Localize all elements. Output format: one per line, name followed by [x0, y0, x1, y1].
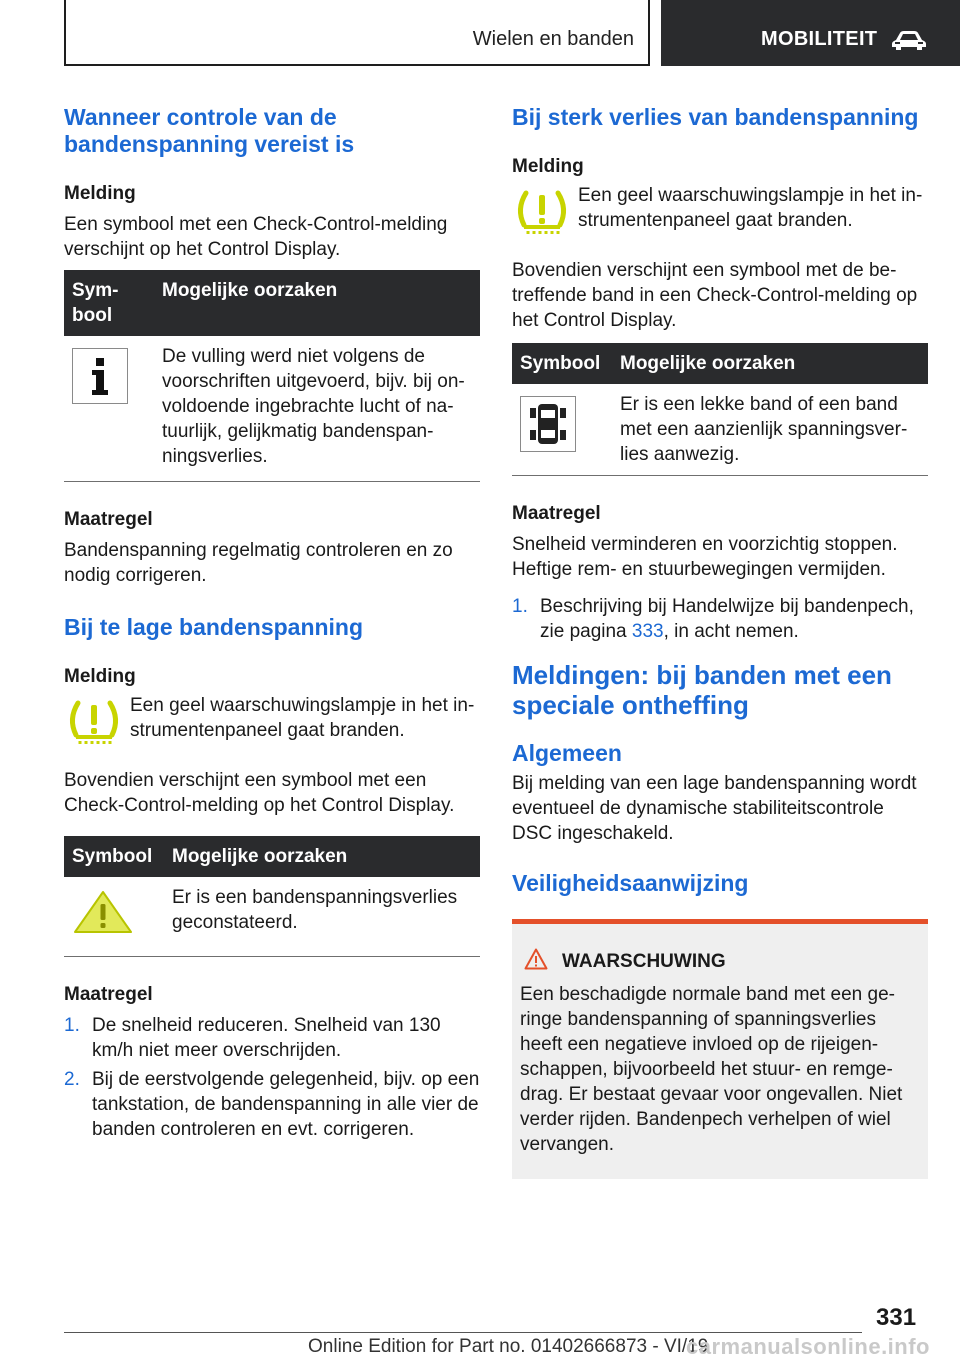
bovendien-text: Bovendien verschijnt een symbool met een Check-Control-melding op het Control Display.: [64, 770, 455, 816]
info-icon: [72, 388, 128, 409]
table-header-causes: Mogelijke oorzaken: [612, 343, 928, 384]
heading-te-lage-bandenspanning: Bij te lage bandenspanning: [64, 614, 364, 640]
warning-text: Een beschadigde normale band met een ge-ringe bandenspanning of spanningsverlies heeft een negatieve invloed op de rijeigen-schappen, bijvoorbeeld het stuur- en remge-drag. Er bestaat gevaar voor ongevallen. Niet verder rijden. Bandenpech verhelpen of wiel vervangen.: [520, 984, 903, 1155]
flat-tire-car-icon: [520, 436, 576, 457]
melding-text: Een geel waarschuwingslampje in het in-strumentenpaneel gaat branden.: [130, 695, 475, 741]
heading-sterk-verlies: Bij sterk verlies van bandenspanning: [512, 104, 919, 130]
heading-algemeen: Algemeen: [512, 740, 622, 766]
table-header-symbol: Sym-bool: [64, 270, 154, 336]
table-header-causes: Mogelijke oorzaken: [154, 270, 480, 336]
warning-triangle-icon: [520, 948, 562, 976]
heading-veiligheidsaanwijzing: Veiligheidsaanwijzing: [512, 870, 749, 896]
heading-speciale-ontheffing: Meldingen: bij banden met een speciale ontheffing: [512, 660, 892, 720]
melding-label: Melding: [64, 183, 136, 204]
step-number: 1.: [512, 596, 528, 617]
tire-pressure-warning-icon: [512, 183, 578, 240]
melding-text: Een symbool met een Check-Control-melding verschijnt op het Control Display.: [64, 214, 448, 260]
footer-divider: [64, 1332, 862, 1333]
step-text: Bij de eerstvolgende gelegenheid, bijv. op een tankstation, de bandenspanning in alle vier de banden controleren en evt. corrigeren.: [92, 1069, 480, 1140]
melding-icon-row: [64, 693, 480, 750]
melding-label: Melding: [512, 156, 584, 177]
step-text: De snelheid reduceren. Snelheid van 130 km/h niet meer overschrijden.: [92, 1015, 441, 1061]
page-link[interactable]: 333: [631, 621, 664, 642]
right-column: [512, 104, 928, 1179]
section-title: Wielen en banden: [472, 28, 634, 50]
table-row: [512, 384, 928, 476]
car-icon: [891, 30, 927, 57]
algemeen-text: Bij melding van een lage bandenspanning wordt eventueel de dynamische stabiliteitscontrole DSC ingeschakeld.: [512, 773, 917, 844]
maatregel-text: Bandenspanning regelmatig controleren en zo nodig corrigeren.: [64, 540, 453, 586]
maatregel-text: Snelheid verminderen en voorzichtig stoppen. Heftige rem- en stuurbewegingen vermijden.: [512, 534, 898, 580]
tire-pressure-warning-icon: [64, 693, 130, 750]
melding-icon-row: [512, 183, 928, 240]
table-row: [64, 336, 480, 482]
table-flat-tire: [512, 343, 928, 476]
list-item: [64, 1067, 480, 1142]
table-header-symbol: Symbool: [64, 836, 164, 877]
watermark: carmanualsonline.info: [686, 1334, 930, 1359]
warning-header: [520, 948, 920, 976]
maatregel-steps: [64, 1013, 480, 1142]
table-cell-cause: Er is een bandenspanningsverlies geconstateerd.: [164, 877, 480, 957]
chapter-title: MOBILITEIT: [761, 28, 878, 50]
table-cell-cause: Er is een lekke band of een band met een aanzienlijk spanningsver-lies aanwezig.: [612, 384, 928, 476]
maatregel-steps: [512, 594, 928, 644]
step-number: 1.: [64, 1015, 80, 1036]
heading-wanneer-controle: Wanneer controle van de bandenspanning vereist is: [64, 104, 355, 157]
maatregel-label: Maatregel: [64, 509, 153, 530]
step-text: [540, 594, 928, 644]
maatregel-label: Maatregel: [64, 984, 153, 1005]
page-number: 331: [876, 1304, 917, 1331]
section-tab: [64, 0, 650, 66]
step-number: 2.: [64, 1069, 80, 1090]
list-item: [64, 1013, 480, 1063]
maatregel-label: Maatregel: [512, 503, 601, 524]
footer-edition: Online Edition for Part no. 01402666873 - VI/19: [308, 1336, 709, 1357]
left-column: [64, 104, 480, 1146]
warning-box: [512, 919, 928, 1179]
table-header-symbol: Symbool: [512, 343, 612, 384]
table-pressure-loss: [64, 836, 480, 957]
table-check-control-info: [64, 270, 480, 482]
table-row: [64, 877, 480, 957]
melding-label: Melding: [64, 666, 136, 687]
melding-text: Een geel waarschuwingslampje in het in-strumentenpaneel gaat branden.: [578, 185, 923, 231]
warning-title: WAARSCHUWING: [562, 951, 726, 972]
table-header-causes: Mogelijke oorzaken: [164, 836, 480, 877]
bovendien-text: Bovendien verschijnt een symbool met de be-treffende band in een Check-Control-melding op het Control Display.: [512, 260, 918, 331]
page-header: [0, 0, 960, 66]
list-item: [512, 594, 928, 644]
step-text-after: , in acht nemen.: [663, 621, 799, 642]
chapter-tab: [661, 0, 960, 66]
step-text-before: Beschrijving bij Handelwijze bij bandenpech, zie pagina: [540, 596, 914, 642]
table-cell-cause: De vulling werd niet volgens de voorschriften uitgevoerd, bijv. bij on-voldoende ingebrachte lucht of na-tuurlijk, gelijkmatig bandenspan-ningsverlies.: [154, 336, 480, 482]
warning-triangle-icon: [72, 919, 134, 940]
